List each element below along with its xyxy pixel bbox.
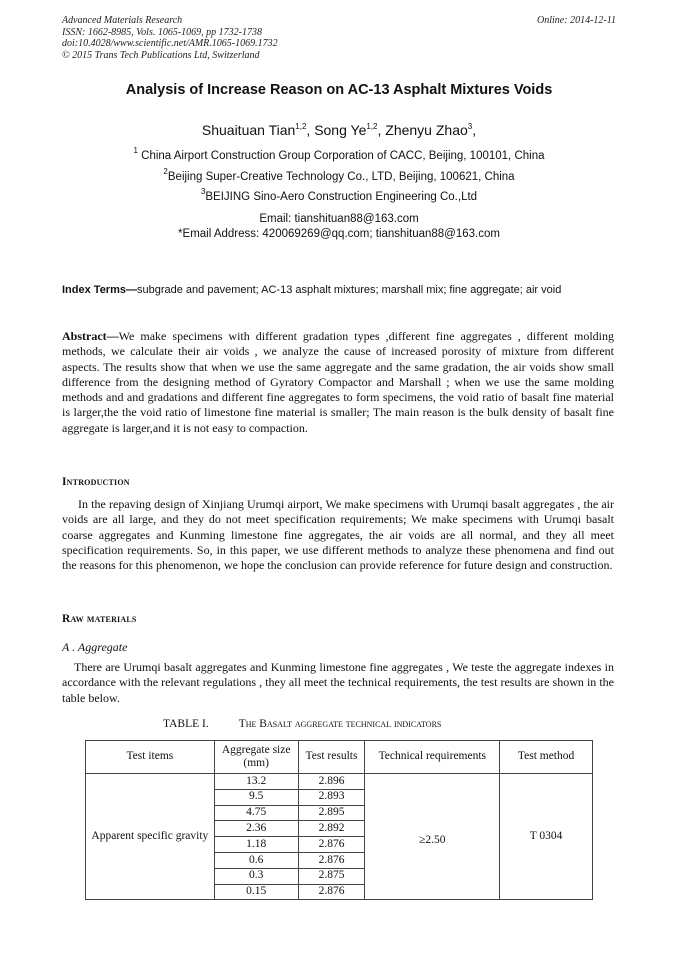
- abstract: [62, 329, 614, 436]
- email-line-2: *Email Address: 420069269@qq.com; tianshituan88@163.com: [178, 228, 500, 240]
- test-item-cell: Apparent specific gravity: [86, 774, 215, 900]
- header-test-items: Test items: [86, 741, 215, 774]
- method-cell: T 0304: [500, 774, 593, 900]
- result-cell: 2.876: [298, 884, 365, 900]
- affiliation-text: Beijing Super-Creative Technology Co., LTD, Beijing, 100621, China: [167, 171, 515, 183]
- affiliation-text: BEIJING Sino-Aero Construction Engineering Co.,Ltd: [205, 191, 478, 203]
- email-line-1: Email: tianshituan88@163.com: [259, 213, 419, 225]
- result-cell: 2.892: [298, 821, 365, 837]
- abstract-text: We make specimens with different gradation types ,different fine aggregates , different molding methods, we calculate their air voids , we analyze the cause of increased porosity of mixture from different aspects. The results show that when we use the same aggregate and the same gradation, the air voids show small difference from the designing method of Gyratory Compactor and Marshall ; when we use the same molding methods and and gradations and different fine aggregates to form specimens, the void ratio of basalt fine material is larger,the the void ratio of limestone fine material is smaller; The main reason is the bulk density of basalt fine aggregate is larger,and it is not easy to compaction.: [62, 329, 614, 435]
- author-affiliation-mark: 3: [467, 122, 473, 131]
- table-caption: [163, 718, 441, 730]
- index-terms: [62, 283, 617, 298]
- result-cell: 2.896: [298, 774, 365, 790]
- aggregate-text: There are Urumqi basalt aggregates and Kunming limestone fine aggregates , We teste the aggregate indexes in accordance with the relevant regulations , they all meet the technical requirements, the test results are shown in the table below.: [62, 660, 614, 705]
- size-cell: 0.6: [214, 852, 298, 868]
- issn-line: ISSN: 1662-8985, Vols. 1065-1069, pp 1732-1738: [62, 26, 262, 38]
- introduction-heading: Introduction: [62, 476, 130, 488]
- size-cell: 9.5: [214, 789, 298, 805]
- affiliation-mark: 1: [133, 146, 138, 155]
- author-name: Song Ye: [314, 122, 367, 138]
- result-cell: 2.876: [298, 852, 365, 868]
- size-cell: 2.36: [214, 821, 298, 837]
- header-test-method: Test method: [500, 741, 593, 774]
- author-separator: ,: [306, 122, 315, 138]
- abstract-label: Abstract—: [62, 329, 119, 343]
- result-cell: 2.875: [298, 868, 365, 884]
- affiliation-mark: 3: [200, 187, 206, 196]
- affiliation-text: China Airport Construction Group Corporation of CACC, Beijing, 100101, China: [137, 150, 545, 162]
- size-cell: 0.15: [214, 884, 298, 900]
- aggregate-subheading: A . Aggregate: [62, 640, 128, 654]
- index-terms-text: subgrade and pavement; AC-13 asphalt mixtures; marshall mix; fine aggregate; air void: [137, 284, 562, 296]
- size-cell: 4.75: [214, 805, 298, 821]
- introduction-text: In the repaving design of Xinjiang Urumqi airport, We make specimens with Urumqi basalt aggregates , the air voids are all large, and they do not meet specification requirements; We make specimens with Urumqi basalt coarse aggregates and Kunming limestone fine aggregates, the air voids are all normal, and they all meet specification requirements. So, in this paper, we use different methods to analyze these phenomena and find out the reasons for this phenomenon, we hope the conclusion can provide reference for future design and construction.: [62, 497, 614, 573]
- author-name: Shuaituan Tian: [201, 122, 296, 138]
- author-list: [0, 122, 678, 138]
- journal-header: [62, 15, 278, 61]
- size-cell: 13.2: [214, 774, 298, 790]
- affiliation-3: [0, 187, 678, 203]
- affiliation-mark: 2: [163, 167, 168, 176]
- basalt-aggregate-table: [85, 740, 593, 900]
- table-number: TABLE I.: [163, 718, 209, 730]
- index-terms-label: Index Terms: [62, 284, 126, 296]
- author-name: Zhenyu Zhao: [385, 122, 468, 138]
- table-header-row: [86, 741, 593, 774]
- affiliation-1: [0, 146, 678, 162]
- table-row: [86, 774, 593, 790]
- header-technical-requirements: Technical requirements: [365, 741, 500, 774]
- size-cell: 1.18: [214, 837, 298, 853]
- header-aggregate-size: Aggregate size (mm): [214, 741, 298, 774]
- author-affiliation-mark: 1,2: [295, 122, 307, 131]
- index-terms-dash: —: [126, 284, 137, 296]
- online-date: Online: 2014-12-11: [537, 15, 616, 26]
- doi-line: doi:10.4028/www.scientific.net/AMR.1065-1069.1732: [62, 38, 278, 49]
- paper-title: Analysis of Increase Reason on AC-13 Asphalt Mixtures Voids: [125, 82, 553, 98]
- author-affiliation-mark: 1,2: [366, 122, 378, 131]
- copyright-line: © 2015 Trans Tech Publications Ltd, Switzerland: [62, 49, 260, 61]
- result-cell: 2.876: [298, 837, 365, 853]
- author-separator: ,: [377, 122, 386, 138]
- result-cell: 2.895: [298, 805, 365, 821]
- journal-name: Advanced Materials Research: [62, 15, 183, 26]
- requirement-cell: ≥2.50: [365, 774, 500, 900]
- raw-materials-heading: Raw materials: [62, 613, 137, 625]
- header-test-results: Test results: [298, 741, 365, 774]
- result-cell: 2.893: [298, 789, 365, 805]
- table-title: The Basalt aggregate technical indicators: [238, 718, 442, 730]
- size-cell: 0.3: [214, 868, 298, 884]
- affiliation-2: [0, 167, 678, 183]
- author-separator: ,: [472, 122, 477, 138]
